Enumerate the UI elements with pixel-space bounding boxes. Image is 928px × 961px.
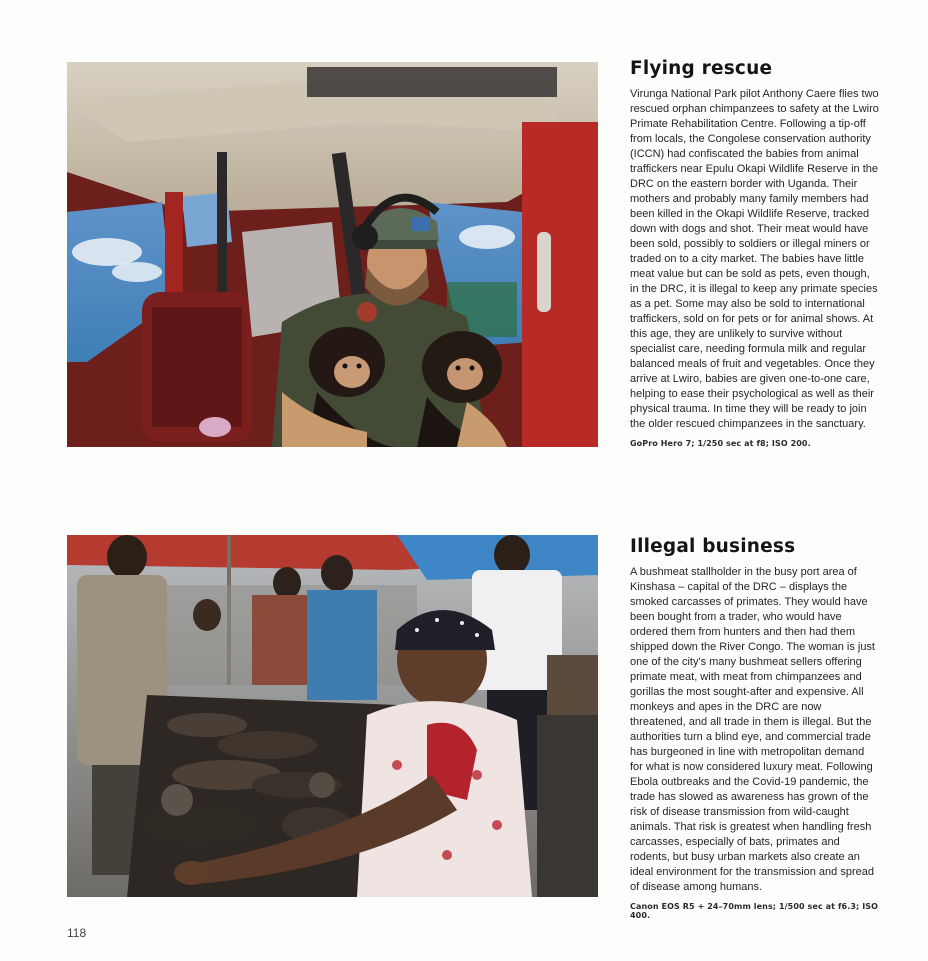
story-flying-rescue [630,58,880,448]
photo-bushmeat-stallholder [67,535,598,897]
photo-caption: Canon EOS R5 + 24–70mm lens; 1/500 sec at f6.3; ISO 400. [630,902,879,920]
photo-pilot-with-chimpanzees [67,62,598,447]
story-title: Illegal business [630,536,796,557]
cockpit-photo-illustration [67,62,598,447]
story-body: A bushmeat stallholder in the busy port area of Kinshasa – capital of the DRC – displays the smoked carcasses of primates. They would have been bought from a trader, who would have ordered them from hunters and then had them shipped down the River Congo. The woman is just one of the city's many bushmeat sellers offering primate meat, with meat from chimpanzees and gorillas the most sought-after and expensive. All monkeys and apes in the DRC are now threatened, and all trade in them is illegal. But the authorities turn a blind eye, and commercial trade has burgeoned in line with metropolitan demand for what is now considered luxury meat. Following Ebola outbreaks and the Covid-19 pandemic, the trade has slowed as awareness has grown of the risk of disease transmission from wild-caught animals. That risk is greatest when handling fresh carcasses, especially of bats, primates and rodents, but busy urban markets also create an ideal environment for the transmission and spread of disease among humans. [630,566,875,893]
story-body: Virunga National Park pilot Anthony Caere flies two rescued orphan chimpanzees to safety at the Lwiro Primate Rehabilitation Centre. Following a tip-off from locals, the Congolese conservation authority (ICCN) had confiscated the babies from animal traffickers near Epulu Okapi Wildlife Reserve in the DRC on the eastern border with Uganda. Their mothers and probably many family members had been killed in the Okapi Wildlife Reserve, tracked down with dogs and shot. Their meat would have been sold, possibly to soldiers or illegal miners or traded on to a city market. The babies have little meat value but can be sold as pets, even though, in the DRC, it is illegal to keep any primate species as a pet. Some may also be sold to international traffickers, sold on for pets or for animal shows. At this age, they are unlikely to survive without specialist care, needing formula milk and regular balanced meals of fruit and vegetables. Once they arrive at Lwiro, babies are given one-to-one care, helping to ease their psychological as well as their physical trauma. In time they will be ready to join the older rescued chimpanzees in the sanctuary. [630,88,879,430]
photo-caption: GoPro Hero 7; 1/250 sec at f8; ISO 200. [630,439,811,448]
story-illegal-business [630,536,880,920]
page-number: 118 [67,926,87,940]
story-title: Flying rescue [630,58,773,79]
market-photo-illustration [67,535,598,897]
